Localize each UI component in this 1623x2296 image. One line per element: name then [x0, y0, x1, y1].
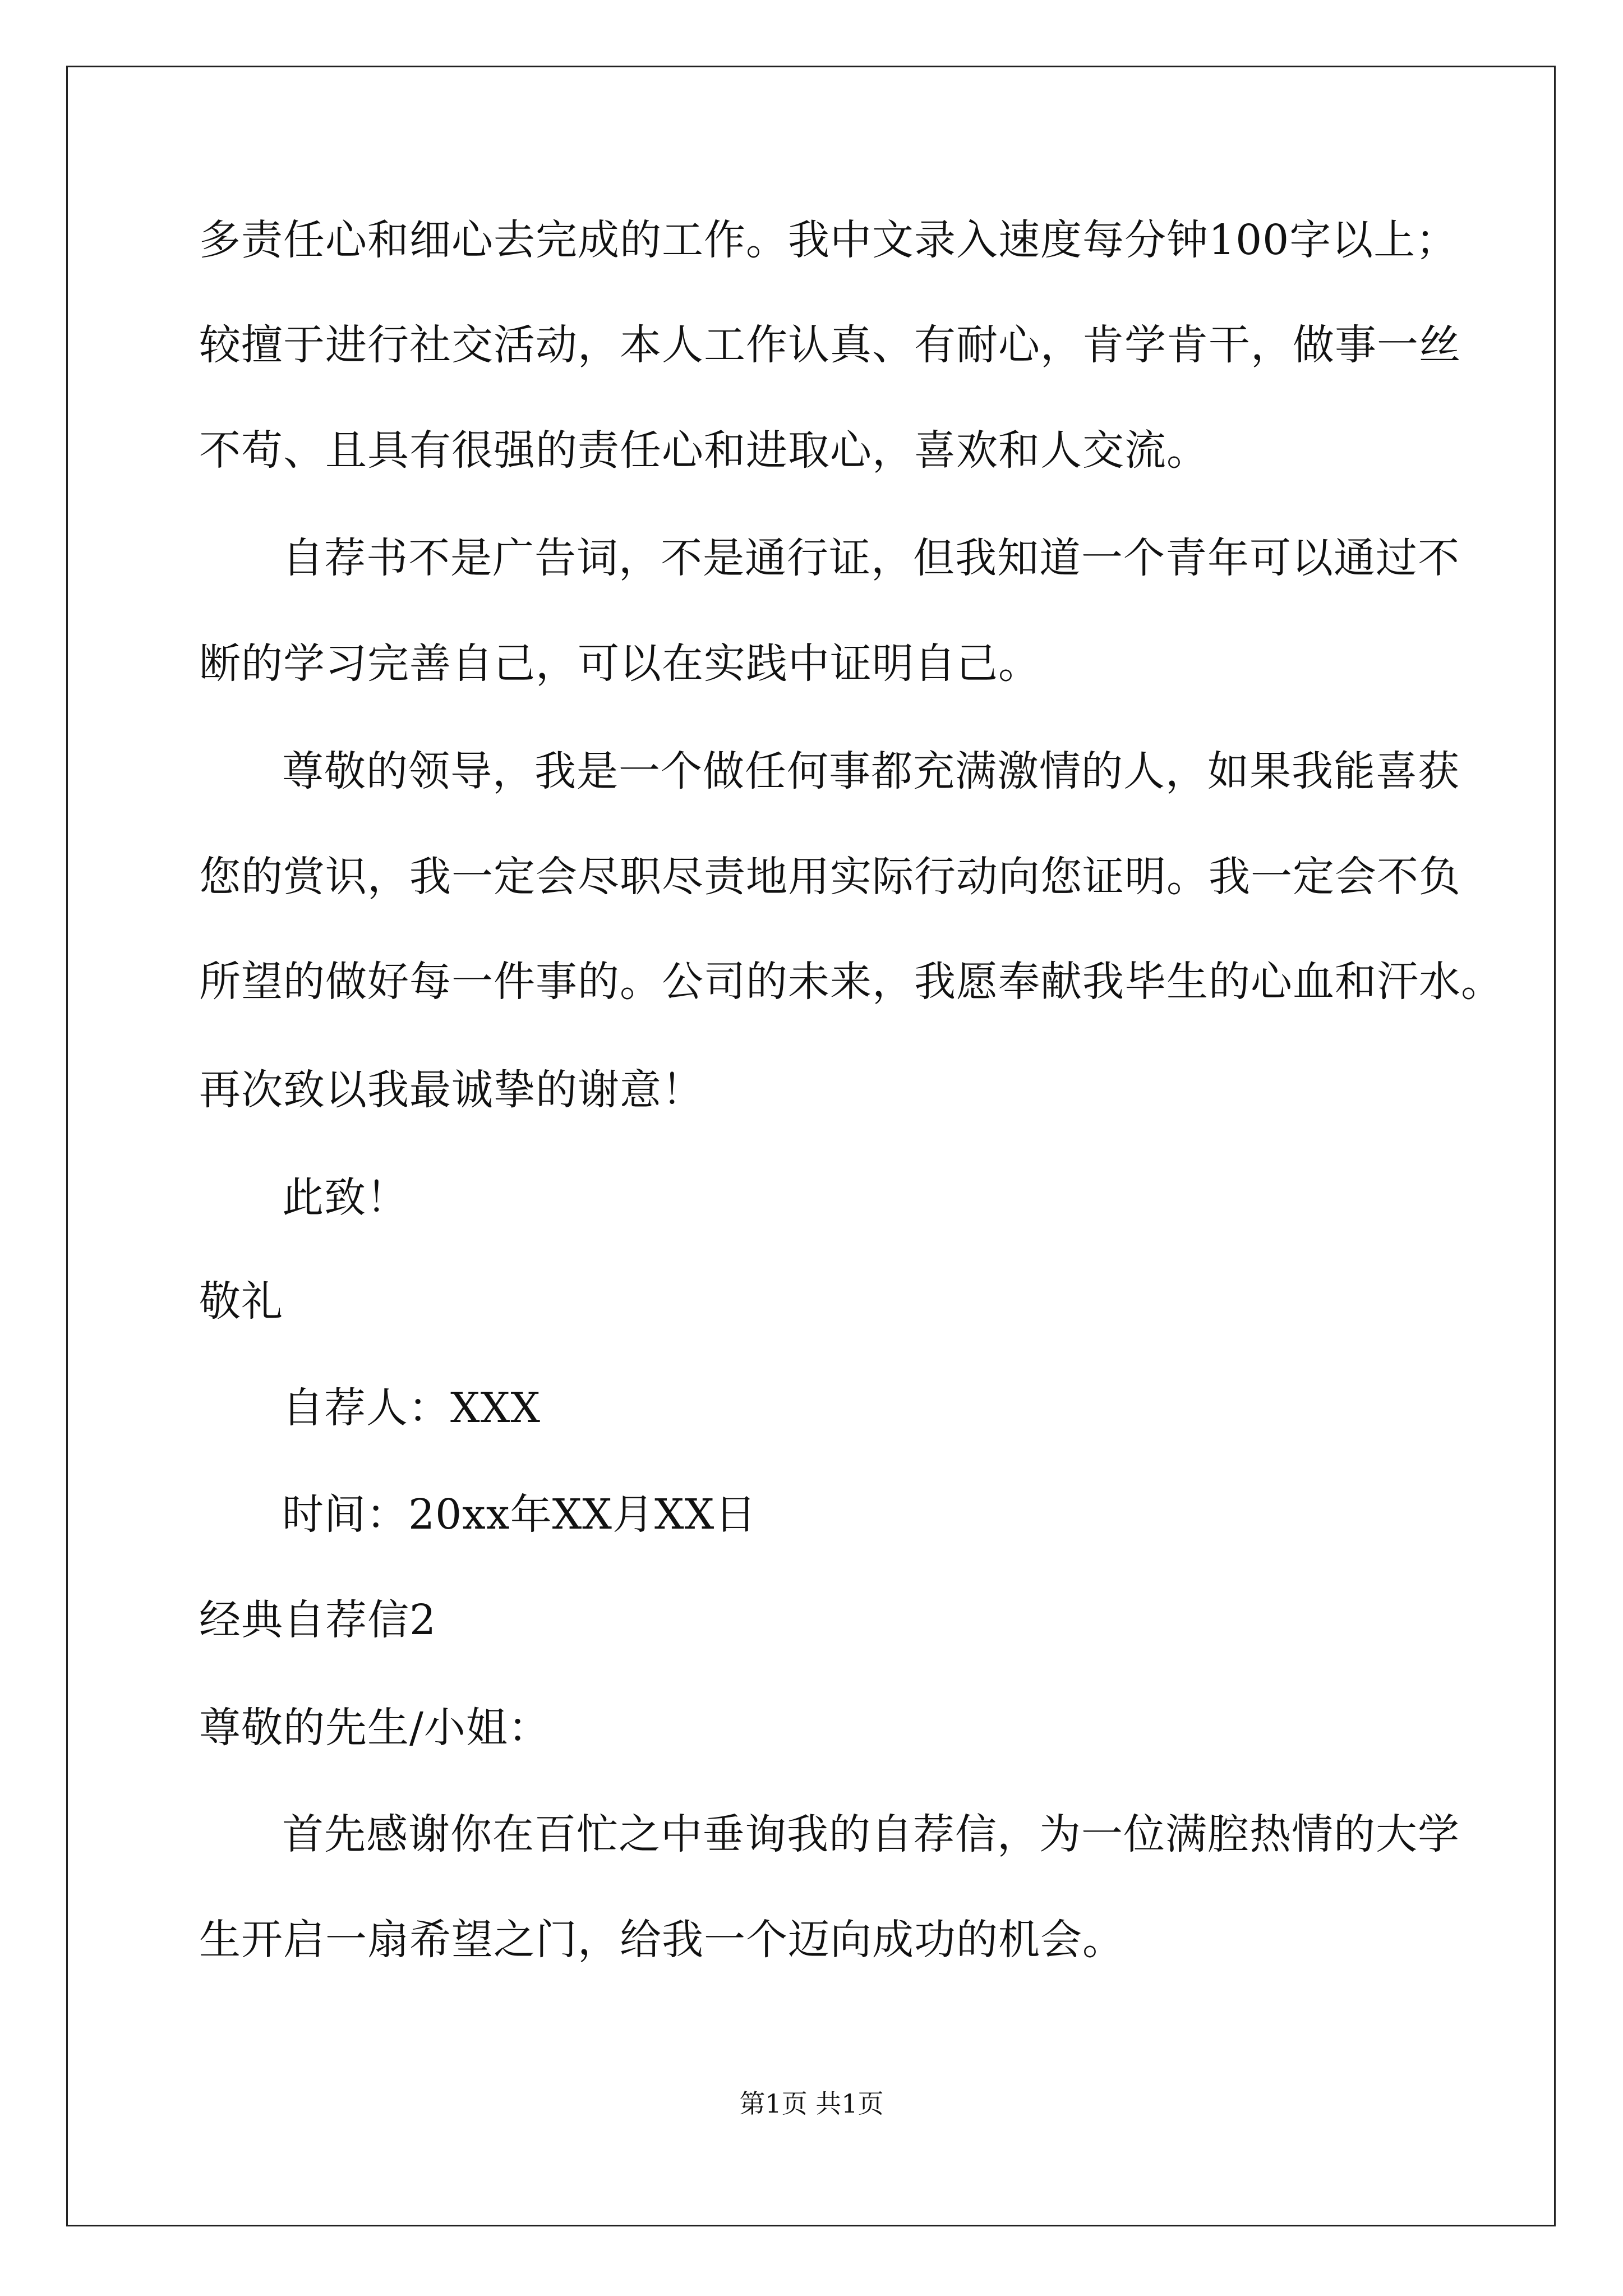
text-line: 较擅于进行社交活动，本人工作认真、有耐心，肯学肯干，做事一丝 — [199, 321, 1461, 369]
text-line: 首先感谢你在百忙之中垂询我的自荐信，为一位满腔热情的大学 — [282, 1810, 1460, 1858]
signature-line: 自荐人：XXX — [282, 1384, 541, 1432]
text-line: 再次致以我最诚挚的谢意！ — [199, 1066, 704, 1114]
date-line: 时间：20xx年XX月XX日 — [282, 1490, 757, 1539]
text-line: 生开启一扇希望之门，给我一个迈向成功的机会。 — [199, 1916, 1124, 1964]
page-border — [66, 66, 1556, 2226]
text-line: 断的学习完善自己，可以在实践中证明自己。 — [199, 639, 1040, 688]
text-line: 所望的做好每一件事的。公司的未来，我愿奉献我毕生的心血和汗水。 — [199, 958, 1503, 1006]
text-line: 不苟、且具有很强的责任心和进取心，喜欢和人交流。 — [199, 426, 1209, 475]
section-heading: 经典自荐信2 — [199, 1596, 437, 1644]
closing-salutation: 此致！ — [282, 1174, 408, 1222]
page-footer: 第1页 共1页 — [739, 2088, 884, 2119]
text-line: 尊敬的领导，我是一个做任何事都充满激情的人，如果我能喜获 — [282, 747, 1460, 795]
greeting-line: 尊敬的先生/小姐： — [199, 1704, 550, 1752]
text-line: 多责任心和细心去完成的工作。我中文录入速度每分钟100字以上； — [199, 216, 1458, 264]
text-line: 您的赏识，我一定会尽职尽责地用实际行动向您证明。我一定会不负 — [199, 853, 1461, 901]
closing-regards: 敬礼 — [199, 1277, 283, 1326]
text-line: 自荐书不是广告词，不是通行证，但我知道一个青年可以通过不 — [282, 534, 1460, 582]
